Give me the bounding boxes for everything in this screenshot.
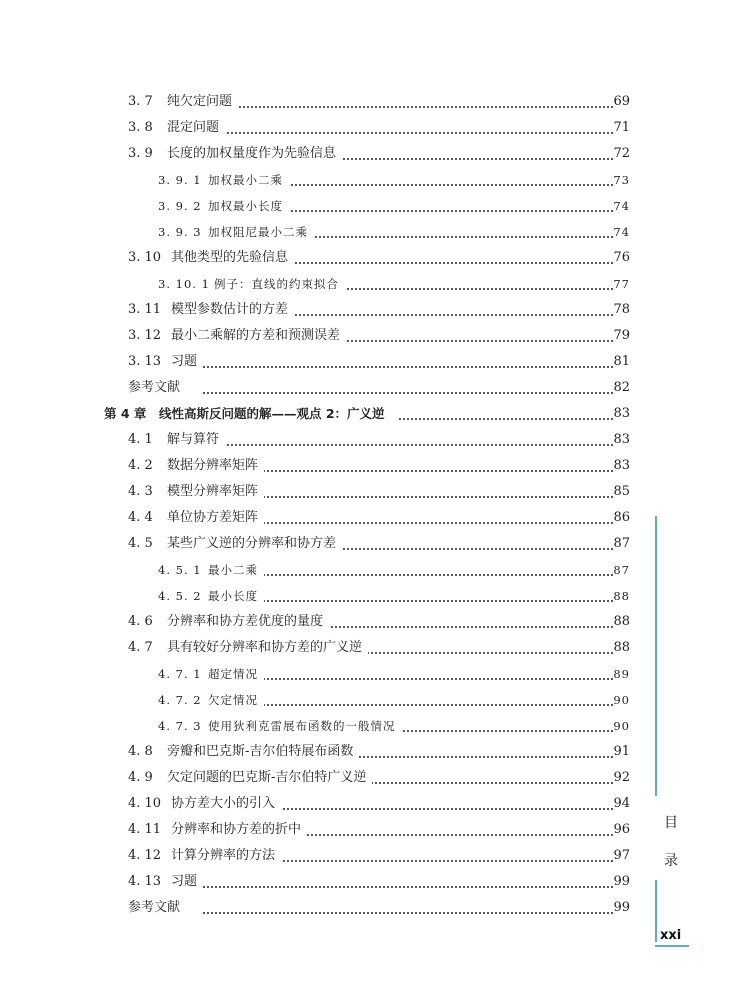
toc-page: 90 [613,719,630,733]
toc-entry-4-5-2 [0,583,729,609]
toc-entry-3-11 [0,297,729,323]
toc-page: 99 [613,900,630,915]
toc-number: 3. 9 [128,146,153,161]
toc-number: 3. 9. 3 [158,225,202,239]
toc-number: 3. 8 [128,120,153,135]
toc-title: 参考文献 [128,895,202,921]
toc-title: 纯欠定问题 [167,89,238,115]
toc-title: 混定问题 [167,115,225,141]
toc-number: 4. 7 [128,640,153,655]
toc-entry-3-9-3 [0,219,729,245]
toc-title: 欠定情况 [208,687,264,713]
toc-page: 74 [613,199,630,213]
table-of-contents [0,89,729,921]
toc-title: 超定情况 [208,661,264,687]
toc-number: 4. 7. 2 [158,693,202,707]
toc-number: 3. 10. 1 [158,277,210,291]
toc-title: 解与算符 [167,427,225,453]
toc-title: 加权最小长度 [208,193,289,219]
toc-title: 数据分辨率矩阵 [167,453,264,479]
toc-number: 4. 2 [128,458,153,473]
toc-entry-4-5 [0,531,729,557]
chapter-title: 线性高斯反问题的解——观点 2：广义逆 [159,401,397,427]
toc-page: 72 [613,146,630,161]
toc-title: 最小二乘 [208,557,264,583]
dot-leader [208,574,613,576]
toc-number: 3. 10 [128,250,162,265]
toc-page: 88 [613,640,630,655]
toc-page: 83 [613,458,630,473]
toc-entry-4-7-2 [0,687,729,713]
toc-entry-3-9 [0,141,729,167]
toc-title: 欠定问题的巴克斯-吉尔伯特广义逆 [167,765,372,791]
toc-title: 某些广义逆的分辨率和协方差 [167,531,342,557]
chapter-number: 第 4 章 [104,406,147,421]
toc-number: 4. 9 [128,770,153,785]
dot-leader [171,886,613,888]
toc-number: 4. 5. 2 [158,589,202,603]
toc-entry-references [0,375,729,401]
toc-title: 单位协方差矩阵 [167,505,264,531]
toc-title: 其他类型的先验信息 [171,245,294,271]
toc-entry-4-9 [0,765,729,791]
toc-page: 71 [613,120,630,135]
toc-title: 参考文献 [128,375,202,401]
toc-page: 83 [613,432,630,447]
toc-entry-3-13 [0,349,729,375]
toc-page: 82 [613,380,630,395]
toc-page: 90 [613,693,630,707]
toc-entry-4-7-1 [0,661,729,687]
toc-page: 76 [613,250,630,265]
toc-page: 99 [613,874,630,889]
toc-entry-4-1 [0,427,729,453]
toc-entry-4-6 [0,609,729,635]
toc-number: 4. 3 [128,484,153,499]
toc-title: 计算分辨率的方法 [171,843,281,869]
toc-title: 习题 [171,349,203,375]
toc-title: 加权最小二乘 [208,167,289,193]
toc-title: 分辨率和协方差优度的量度 [167,609,329,635]
dot-leader [167,132,613,134]
toc-number: 4. 5 [128,536,153,551]
toc-number: 4. 13 [128,874,162,889]
toc-page: 92 [613,770,630,785]
toc-title: 具有较好分辨率和协方差的广义逆 [167,635,368,661]
toc-entry-references [0,895,729,921]
toc-page: 79 [613,328,630,343]
toc-title: 分辨率和协方差的折中 [171,817,307,843]
toc-page: 88 [613,589,630,603]
toc-number: 4. 8 [128,744,153,759]
toc-page: 69 [613,94,630,109]
toc-entry-3-10-1 [0,271,729,297]
toc-page: 83 [613,406,630,421]
toc-title: 习题 [171,869,203,895]
toc-number: 3. 11 [128,302,162,317]
toc-title: 加权阻尼最小二乘 [208,219,314,245]
toc-title: 模型参数估计的方差 [171,297,294,323]
toc-entry-4-11 [0,817,729,843]
toc-entry-4-3 [0,479,729,505]
toc-page: 96 [613,822,630,837]
toc-page: 77 [613,277,630,291]
toc-number: 4. 4 [128,510,153,525]
side-tab-rule-lower [655,880,657,942]
toc-title: 长度的加权量度作为先验信息 [167,141,342,167]
toc-page: 78 [613,302,630,317]
toc-entry-4-8 [0,739,729,765]
toc-entry-chapter-4 [0,401,729,427]
toc-page: 97 [613,848,630,863]
toc-entry-4-12 [0,843,729,869]
toc-number: 4. 12 [128,848,162,863]
toc-page: 81 [613,354,630,369]
toc-number: 4. 7. 3 [158,719,202,733]
toc-title: 最小二乘解的方差和预测误差 [171,323,346,349]
toc-page: 94 [613,796,630,811]
side-tab-rule-upper [655,516,657,796]
toc-title: 使用狄利克雷展布函数的一般情况 [208,713,402,739]
toc-entry-4-2 [0,453,729,479]
toc-number: 4. 11 [128,822,162,837]
toc-entry-3-12 [0,323,729,349]
dot-leader [208,600,613,602]
toc-number: 4. 7. 1 [158,667,202,681]
toc-number: 3. 9. 1 [158,173,202,187]
toc-entry-3-8 [0,115,729,141]
toc-number: 4. 5. 1 [158,563,202,577]
toc-entry-4-4 [0,505,729,531]
side-tab-label-mu: 目 [664,815,678,831]
toc-number: 4. 6 [128,614,153,629]
toc-page: 73 [613,173,630,187]
toc-entry-4-7 [0,635,729,661]
toc-entry-3-10 [0,245,729,271]
toc-page: 86 [613,510,630,525]
toc-entry-3-9-2 [0,193,729,219]
dot-leader [167,444,613,446]
toc-title: 最小长度 [208,583,264,609]
folio-underline [655,945,689,947]
toc-title: 模型分辨率矩阵 [167,479,264,505]
toc-entry-3-7 [0,89,729,115]
toc-number: 3. 12 [128,328,162,343]
toc-title: 例子：直线的约束拟合 [214,271,345,297]
toc-entry-4-13 [0,869,729,895]
toc-page: 85 [613,484,630,499]
dot-leader [208,678,613,680]
toc-entry-3-9-1 [0,167,729,193]
toc-page: 91 [613,744,630,759]
side-tab-label-lu: 录 [664,853,678,869]
toc-title: 旁瓣和巴克斯-吉尔伯特展布函数 [167,739,359,765]
toc-page: 74 [613,225,630,239]
page-number: xxi [660,928,682,943]
dot-leader [171,366,613,368]
toc-page: 88 [613,614,630,629]
toc-number: 3. 7 [128,94,153,109]
toc-page: 87 [613,536,630,551]
toc-number: 3. 13 [128,354,162,369]
toc-entry-4-7-3 [0,713,729,739]
toc-number: 4. 10 [128,796,162,811]
toc-page: 87 [613,563,630,577]
toc-entry-4-10 [0,791,729,817]
toc-title: 协方差大小的引入 [171,791,281,817]
dot-leader [208,704,613,706]
toc-page: 89 [613,667,630,681]
toc-number: 3. 9. 2 [158,199,202,213]
toc-entry-4-5-1 [0,557,729,583]
toc-number: 4. 1 [128,432,153,447]
